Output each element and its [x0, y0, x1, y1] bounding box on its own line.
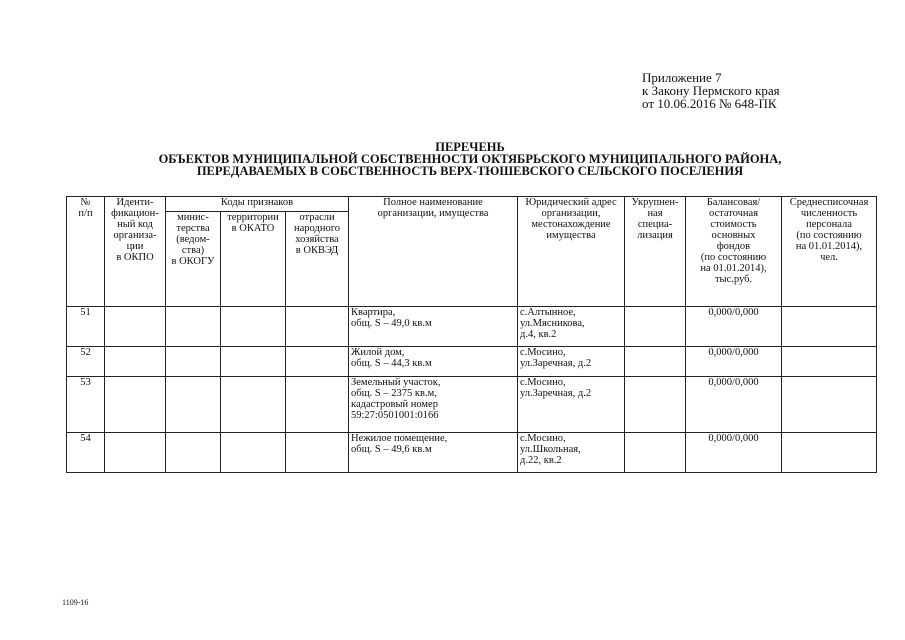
cell-okogu — [166, 433, 221, 473]
header-address: Юридический адрес организации, местонахождение имущества — [518, 197, 625, 307]
document-code: 1109-16 — [62, 598, 89, 607]
cell-ident-code — [105, 433, 166, 473]
header-okved: отрасли народного хозяйства в ОКВЭД — [286, 212, 349, 307]
cell-balance: 0,000/0,000 — [686, 377, 782, 433]
cell-ident-code — [105, 307, 166, 347]
cell-okato — [221, 433, 286, 473]
cell-okogu — [166, 377, 221, 433]
table-row — [67, 433, 877, 473]
header-staff: Среднесписочная численность персонала (по состоянию на 01.01.2014), чел. — [782, 197, 877, 307]
cell-num: 54 — [67, 433, 105, 473]
cell-okved — [286, 307, 349, 347]
header-ident-code: Иденти- фикацион- ный код организа- ции в ОКПО — [105, 197, 166, 307]
cell-name: Квартира, общ. S – 49,0 кв.м — [349, 307, 518, 347]
cell-name: Земельный участок, общ. S – 2375 кв.м, кадастровый номер 59:27:0501001:0166 — [349, 377, 518, 433]
appendix-reference — [642, 71, 780, 110]
cell-address: с.Мосино, ул.Школьная, д.22, кв.2 — [518, 433, 625, 473]
document-title — [60, 141, 880, 177]
header-num: № п/п — [67, 197, 105, 307]
header-balance: Балансовая/ остаточная стоимость основных фондов (по состоянию на 01.01.2014), тыс.руб. — [686, 197, 782, 307]
table-row — [67, 347, 877, 377]
cell-okved — [286, 377, 349, 433]
cell-okato — [221, 307, 286, 347]
cell-specialization — [625, 377, 686, 433]
cell-address: с.Мосино, ул.Заречная, д.2 — [518, 347, 625, 377]
cell-okogu — [166, 347, 221, 377]
header-codes: Коды признаков — [166, 197, 349, 212]
cell-okved — [286, 347, 349, 377]
cell-name: Жилой дом, общ. S – 44,3 кв.м — [349, 347, 518, 377]
table-row — [67, 307, 877, 347]
title-line: ОБЪЕКТОВ МУНИЦИПАЛЬНОЙ СОБСТВЕННОСТИ ОКТЯБРЬСКОГО МУНИЦИПАЛЬНОГО РАЙОНА, — [158, 152, 782, 166]
cell-staff — [782, 347, 877, 377]
cell-okogu — [166, 307, 221, 347]
table-row — [67, 377, 877, 433]
cell-specialization — [625, 307, 686, 347]
title-line: ПЕРЕЧЕНЬ — [435, 140, 505, 154]
property-table — [66, 196, 877, 473]
cell-balance: 0,000/0,000 — [686, 347, 782, 377]
cell-staff — [782, 377, 877, 433]
header-okogu: минис- терства (ведом- ства) в ОКОГУ — [166, 212, 221, 307]
cell-balance: 0,000/0,000 — [686, 433, 782, 473]
cell-specialization — [625, 347, 686, 377]
cell-okato — [221, 377, 286, 433]
header-specialization: Укрупнен- ная специа- лизация — [625, 197, 686, 307]
cell-num: 52 — [67, 347, 105, 377]
appendix-line: к Закону Пермского края — [642, 83, 780, 98]
cell-ident-code — [105, 377, 166, 433]
cell-num: 51 — [67, 307, 105, 347]
title-line: ПЕРЕДАВАЕМЫХ В СОБСТВЕННОСТЬ ВЕРХ-ТЮШЕВСКОГО СЕЛЬСКОГО ПОСЕЛЕНИЯ — [196, 164, 744, 178]
cell-staff — [782, 433, 877, 473]
cell-name: Нежилое помещение, общ. S – 49,6 кв.м — [349, 433, 518, 473]
cell-specialization — [625, 433, 686, 473]
appendix-line: Приложение 7 — [642, 70, 722, 85]
cell-staff — [782, 307, 877, 347]
cell-num: 53 — [67, 377, 105, 433]
cell-okato — [221, 347, 286, 377]
appendix-line: от 10.06.2016 № 648-ПК — [642, 96, 777, 111]
cell-ident-code — [105, 347, 166, 377]
cell-balance: 0,000/0,000 — [686, 307, 782, 347]
cell-address: с.Алтынное, ул.Мясникова, д.4, кв.2 — [518, 307, 625, 347]
header-okato: территории в ОКАТО — [221, 212, 286, 307]
header-name: Полное наименование организации, имущества — [349, 197, 518, 307]
cell-address: с.Мосино, ул.Заречная, д.2 — [518, 377, 625, 433]
cell-okved — [286, 433, 349, 473]
